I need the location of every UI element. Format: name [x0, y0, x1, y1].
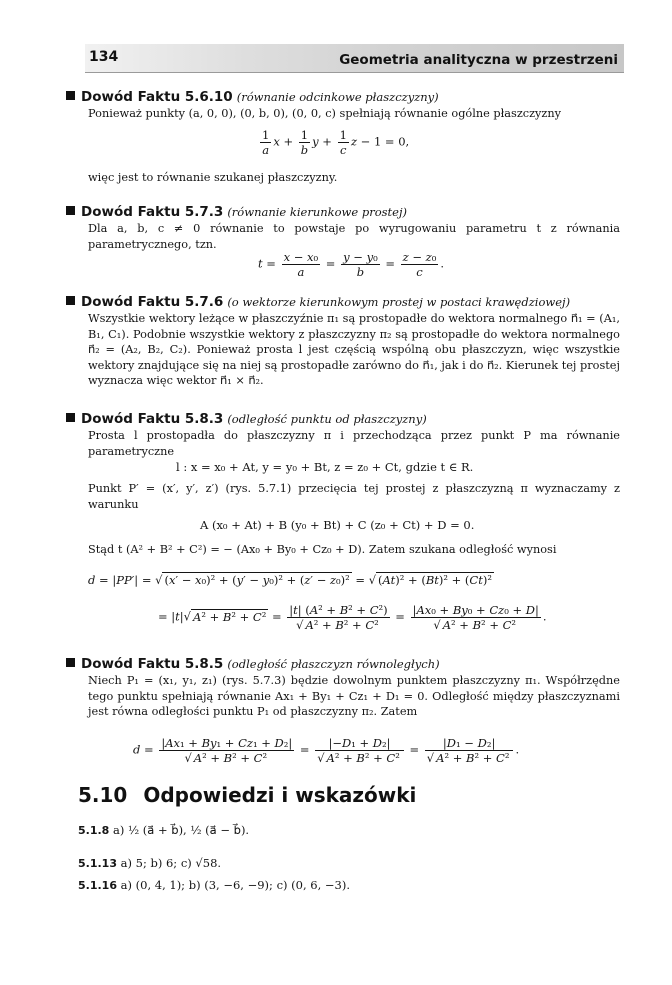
section-heading — [78, 783, 416, 807]
proof-text: Dla a, b, c ≠ 0 równanie to powstaje po wyrugowaniu parametru t z równania parametrycznego, tzn. — [88, 222, 620, 251]
answer-label: 5.1.13 — [78, 857, 117, 870]
proof-text: Niech P₁ = (x₁, y₁, z₁) (rys. 5.7.3) będzie dowolnym punktem płaszczyzny π₁. Współrzędne tego punktu spełniają równanie Ax₁ + By₁ + Cz₁ + D₁ = 0. Odległość między płaszczyznami jest równa odległości punktu P₁ od płaszczyzny π₂. Zatem — [88, 674, 620, 719]
proof-5-8-5 — [66, 655, 626, 720]
proof-heading: Dowód Faktu 5.8.3 (odległość punktu od płaszczyzny) — [66, 410, 626, 428]
bullet-icon — [66, 296, 75, 305]
proof-text-2: Punkt P′ = (x′, y′, z′) (rys. 5.7.1) przecięcia tej prostej z płaszczyzną π wyznaczamy z warunku — [88, 482, 620, 511]
proof-text: Ponieważ punkty (a, 0, 0), (0, b, 0), (0, 0, c) spełniają równanie ogólne płaszczyzny — [88, 107, 562, 120]
answer-item — [78, 878, 350, 892]
running-title: Geometria analityczna w przestrzeni — [339, 52, 618, 68]
answer-label: 5.1.16 — [78, 879, 117, 892]
page-header — [85, 44, 624, 73]
page-number: 134 — [89, 49, 119, 65]
proof-heading: Dowód Faktu 5.7.6 (o wektorze kierunkowym prostej w postaci krawędziowej) — [66, 293, 626, 311]
equation-intersection-condition: A (x₀ + At) + B (y₀ + Bt) + C (z₀ + Ct) + D = 0. — [200, 518, 475, 532]
proof-5-8-3 — [66, 410, 626, 459]
proof-5-7-6 — [66, 293, 626, 389]
proof-heading: Dowód Faktu 5.6.10 (równanie odcinkowe płaszczyzny) — [66, 88, 626, 106]
bullet-icon — [66, 206, 75, 215]
proof-5-6-10 — [66, 88, 626, 122]
answer-item — [78, 856, 221, 870]
answer-text: a) (0, 4, 1); b) (3, −6, −9); c) (0, 6, −3). — [120, 878, 350, 892]
proof-text: Wszystkie wektory leżące w płaszczyźnie π₁ są prostopadłe do wektora normalnego n⃗₁ = (A₁, B₁, C₁). Podobnie wszystkie wektory z płaszczyzny π₂ są prostopadłe do wektora normalnego n⃗₂ = (A₂, B₂, C₂). Ponieważ prosta l jest częścią wspólną obu płaszczyzn, więc wszystkie wektory znajdujące się na niej są prostopadłe zarówno do n⃗₁, jak i do n⃗₂. Kierunek tej prostej wyznacza więc wektor n⃗₁ × n⃗₂. — [88, 312, 620, 388]
proof-note: (odległość punktu od płaszczyzny) — [227, 412, 427, 426]
section-title: Odpowiedzi i wskazówki — [143, 783, 417, 807]
answer-text: a) 5; b) 6; c) √58. — [120, 856, 222, 870]
equation-parametric-line: l : x = x₀ + At, y = y₀ + Bt, z = z₀ + Ct, gdzie t ∈ R. — [176, 460, 474, 474]
equation-distance-1: d = |PP′| = √ (x′ − x₀)² + (y′ − y₀)² + (z′ − z₀)² = √ (At)² + (Bt)² + (Ct)² — [88, 573, 492, 587]
proof-text: Prosta l prostopadła do płaszczyzny π i przechodząca przez punkt P ma równanie parametryczne — [88, 429, 620, 458]
section-number: 5.10 — [78, 783, 128, 807]
proof-heading: Dowód Faktu 5.7.3 (równanie kierunkowe prostej) — [66, 203, 626, 221]
answer-text: a) ½ (a⃗ + b⃗), ½ (a⃗ − b⃗). — [112, 823, 250, 837]
answer-label: 5.1.8 — [78, 824, 110, 837]
proof-5-7-3 — [66, 203, 626, 252]
equation-distance-2: = |t|√ A² + B² + C² = $\frac{\text{|t| (A² + B² + C²)}}{\text{√ A² + B² + C²}}$ = $\frac{\text{|Ax₀ + By₀ + Cz₀ + D|}}{\text{√ A² + B² + C²}}$ . — [158, 603, 547, 632]
equation-intercept-plane: $\frac{1}{a}$ x + $\frac{1}{b}$ y + $\frac{1}{c}$ z − 1 = 0, — [262, 128, 410, 157]
proof-note: (równanie odcinkowe płaszczyzny) — [236, 90, 439, 104]
proof-note: (równanie kierunkowe prostej) — [227, 205, 407, 219]
answer-item — [78, 823, 249, 837]
proof-text-3: Stąd t (A² + B² + C²) = − (Ax₀ + By₀ + Cz₀ + D). Zatem szukana odległość wynosi — [88, 543, 557, 556]
equation-canonical-line: t = $\frac{\text{x − x₀}}{a}$ = $\frac{\text{y − y₀}}{b}$ = $\frac{\text{z − z₀}}{c}$ . — [258, 250, 444, 279]
bullet-icon — [66, 658, 75, 667]
proof-heading: Dowód Faktu 5.8.5 (odległość płaszczyzn równoległych) — [66, 655, 626, 673]
proof-note: (o wektorze kierunkowym prostej w postaci krawędziowej) — [227, 295, 571, 309]
proof-conclusion: więc jest to równanie szukanej płaszczyzny. — [88, 171, 338, 184]
bullet-icon — [66, 91, 75, 100]
bullet-icon — [66, 413, 75, 422]
equation-parallel-planes-distance: d = $\frac{\text{|Ax₁ + By₁ + Cz₁ + D₂|}}{\text{√ A² + B² + C²}}$ = $\frac{\text{|−D₁ + D₂|}}{\text{√ A² + B² + C²}}$ = $\frac{\text{|D₁ − D₂|}}{\text{√ A² + B² + C²}}$ . — [133, 736, 520, 765]
proof-note: (odległość płaszczyzn równoległych) — [227, 657, 440, 671]
